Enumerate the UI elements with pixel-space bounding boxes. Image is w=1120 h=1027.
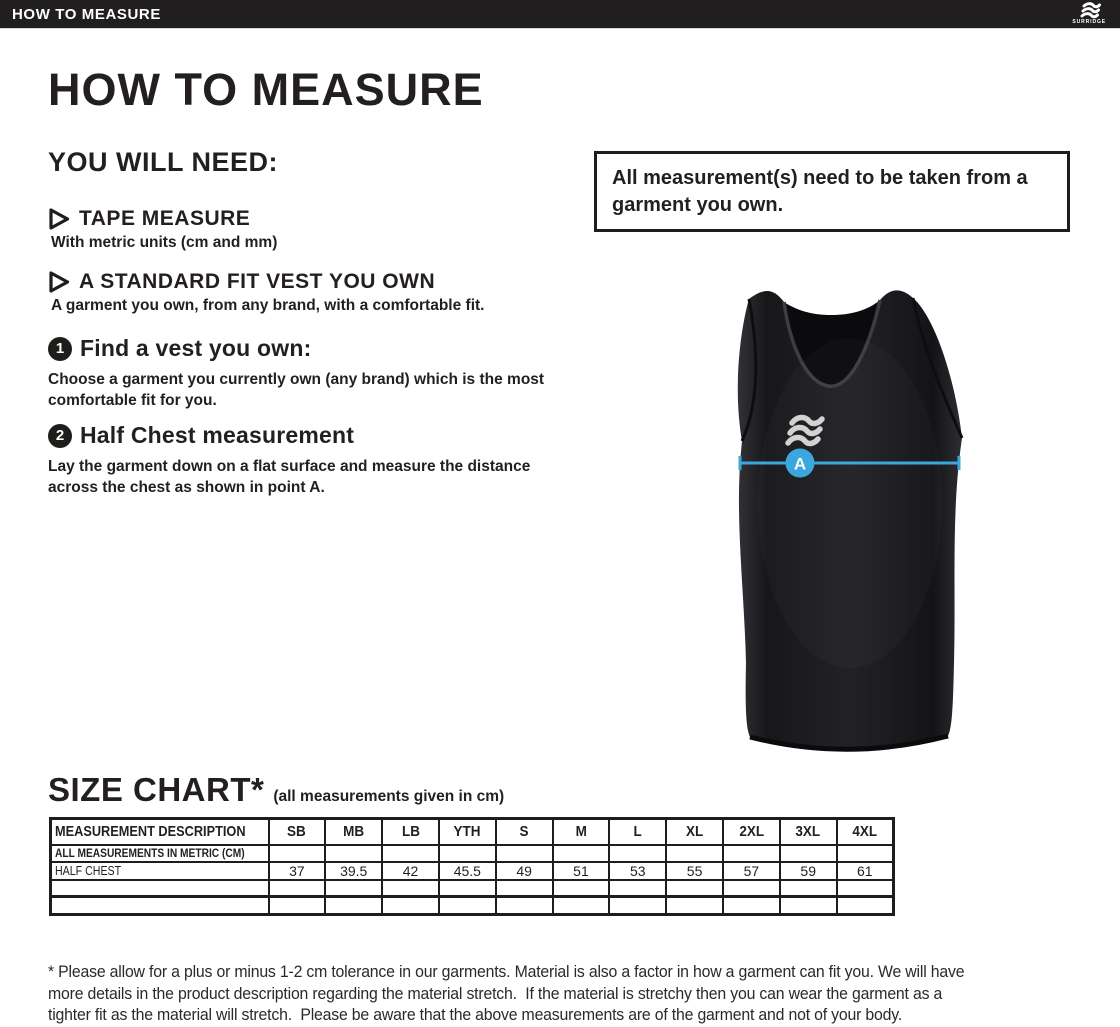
tool-name: A STANDARD FIT VEST YOU OWN <box>79 270 436 293</box>
step-title: Half Chest measurement <box>80 422 355 448</box>
you-will-need-heading: YOU WILL NEED: <box>48 147 279 177</box>
size-chart-title: SIZE CHART* <box>48 771 265 808</box>
step-number-badge: 1 <box>48 337 72 361</box>
step-1 <box>48 335 588 411</box>
cell-value: 42 <box>382 862 439 880</box>
cell-value: 45.5 <box>439 862 496 880</box>
top-bar-title: HOW TO MEASURE <box>12 5 161 23</box>
column-header: XL <box>666 819 723 845</box>
sheen <box>758 338 942 668</box>
size-chart-table <box>49 817 895 916</box>
play-triangle-icon <box>48 208 70 230</box>
column-header: SB <box>269 819 326 845</box>
row-label: ALL MEASUREMENTS IN METRIC (CM) <box>51 845 269 862</box>
step-title: Find a vest you own: <box>80 335 312 361</box>
row-label: HALF CHEST <box>51 862 269 880</box>
cell-value: 51 <box>553 862 610 880</box>
cell-value: 57 <box>723 862 780 880</box>
tolerance-footnote <box>48 962 1003 1027</box>
tool-desc: With metric units (cm and mm) <box>51 234 278 251</box>
cell-value: 49 <box>496 862 553 880</box>
column-header: L <box>609 819 666 845</box>
tool-desc: A garment you own, from any brand, with a comfortable fit. <box>51 297 485 314</box>
column-header: 4XL <box>837 819 894 845</box>
play-triangle-icon <box>48 271 70 293</box>
table-header-row <box>51 819 894 845</box>
column-header: S <box>496 819 553 845</box>
marker-a-label: A <box>793 454 807 474</box>
column-header: M <box>553 819 610 845</box>
cell-value: 59 <box>780 862 837 880</box>
tool-item-standard-vest <box>48 270 484 315</box>
table-row <box>51 862 894 880</box>
column-header: YTH <box>439 819 496 845</box>
measurement-notice-box: All measurement(s) need to be taken from a garment you own. <box>594 151 1070 232</box>
cell-value: 37 <box>269 862 326 880</box>
footnote-line: * Please allow for a plus or minus 1-2 cm tolerance in our garments. Material is also a factor in how a garment can fit you. We will have <box>48 963 965 981</box>
brand-name: SURRIDGE <box>1072 19 1106 25</box>
table-row <box>51 845 894 862</box>
cell-value: 61 <box>837 862 894 880</box>
top-bar <box>0 0 1120 29</box>
column-header: MEASUREMENT DESCRIPTION <box>51 819 269 845</box>
table-row <box>51 880 894 897</box>
step-2 <box>48 422 588 498</box>
brand-logo <box>1072 3 1110 25</box>
column-header: LB <box>382 819 439 845</box>
column-header: MB <box>325 819 382 845</box>
column-header: 3XL <box>780 819 837 845</box>
table-row <box>51 897 894 915</box>
vest-figure <box>718 283 982 763</box>
step-number-badge: 2 <box>48 424 72 448</box>
column-header: 2XL <box>723 819 780 845</box>
surridge-s-icon <box>1078 3 1100 19</box>
tool-item-tape-measure <box>48 207 277 252</box>
size-chart-subtitle: (all measurements given in cm) <box>273 788 505 805</box>
vest-illustration <box>718 283 982 763</box>
step-description: Choose a garment you currently own (any brand) which is the most comfortable fit for you. <box>48 371 545 409</box>
cell-value: 39.5 <box>325 862 382 880</box>
step-description: Lay the garment down on a flat surface and measure the distance across the chest as shown in point A. <box>48 458 531 496</box>
page-title: HOW TO MEASURE <box>48 64 484 115</box>
cell-value: 55 <box>666 862 723 880</box>
footnote-line: tighter fit as the material will stretch. Please be aware that the above measurements are of the garment and not of your body. <box>48 1006 903 1024</box>
tool-name: TAPE MEASURE <box>79 207 251 230</box>
footnote-line: more details in the product description regarding the material stretch. If the material is stretchy then you can wear the garment as a <box>48 984 943 1003</box>
size-chart-heading <box>48 771 504 809</box>
cell-value: 53 <box>609 862 666 880</box>
